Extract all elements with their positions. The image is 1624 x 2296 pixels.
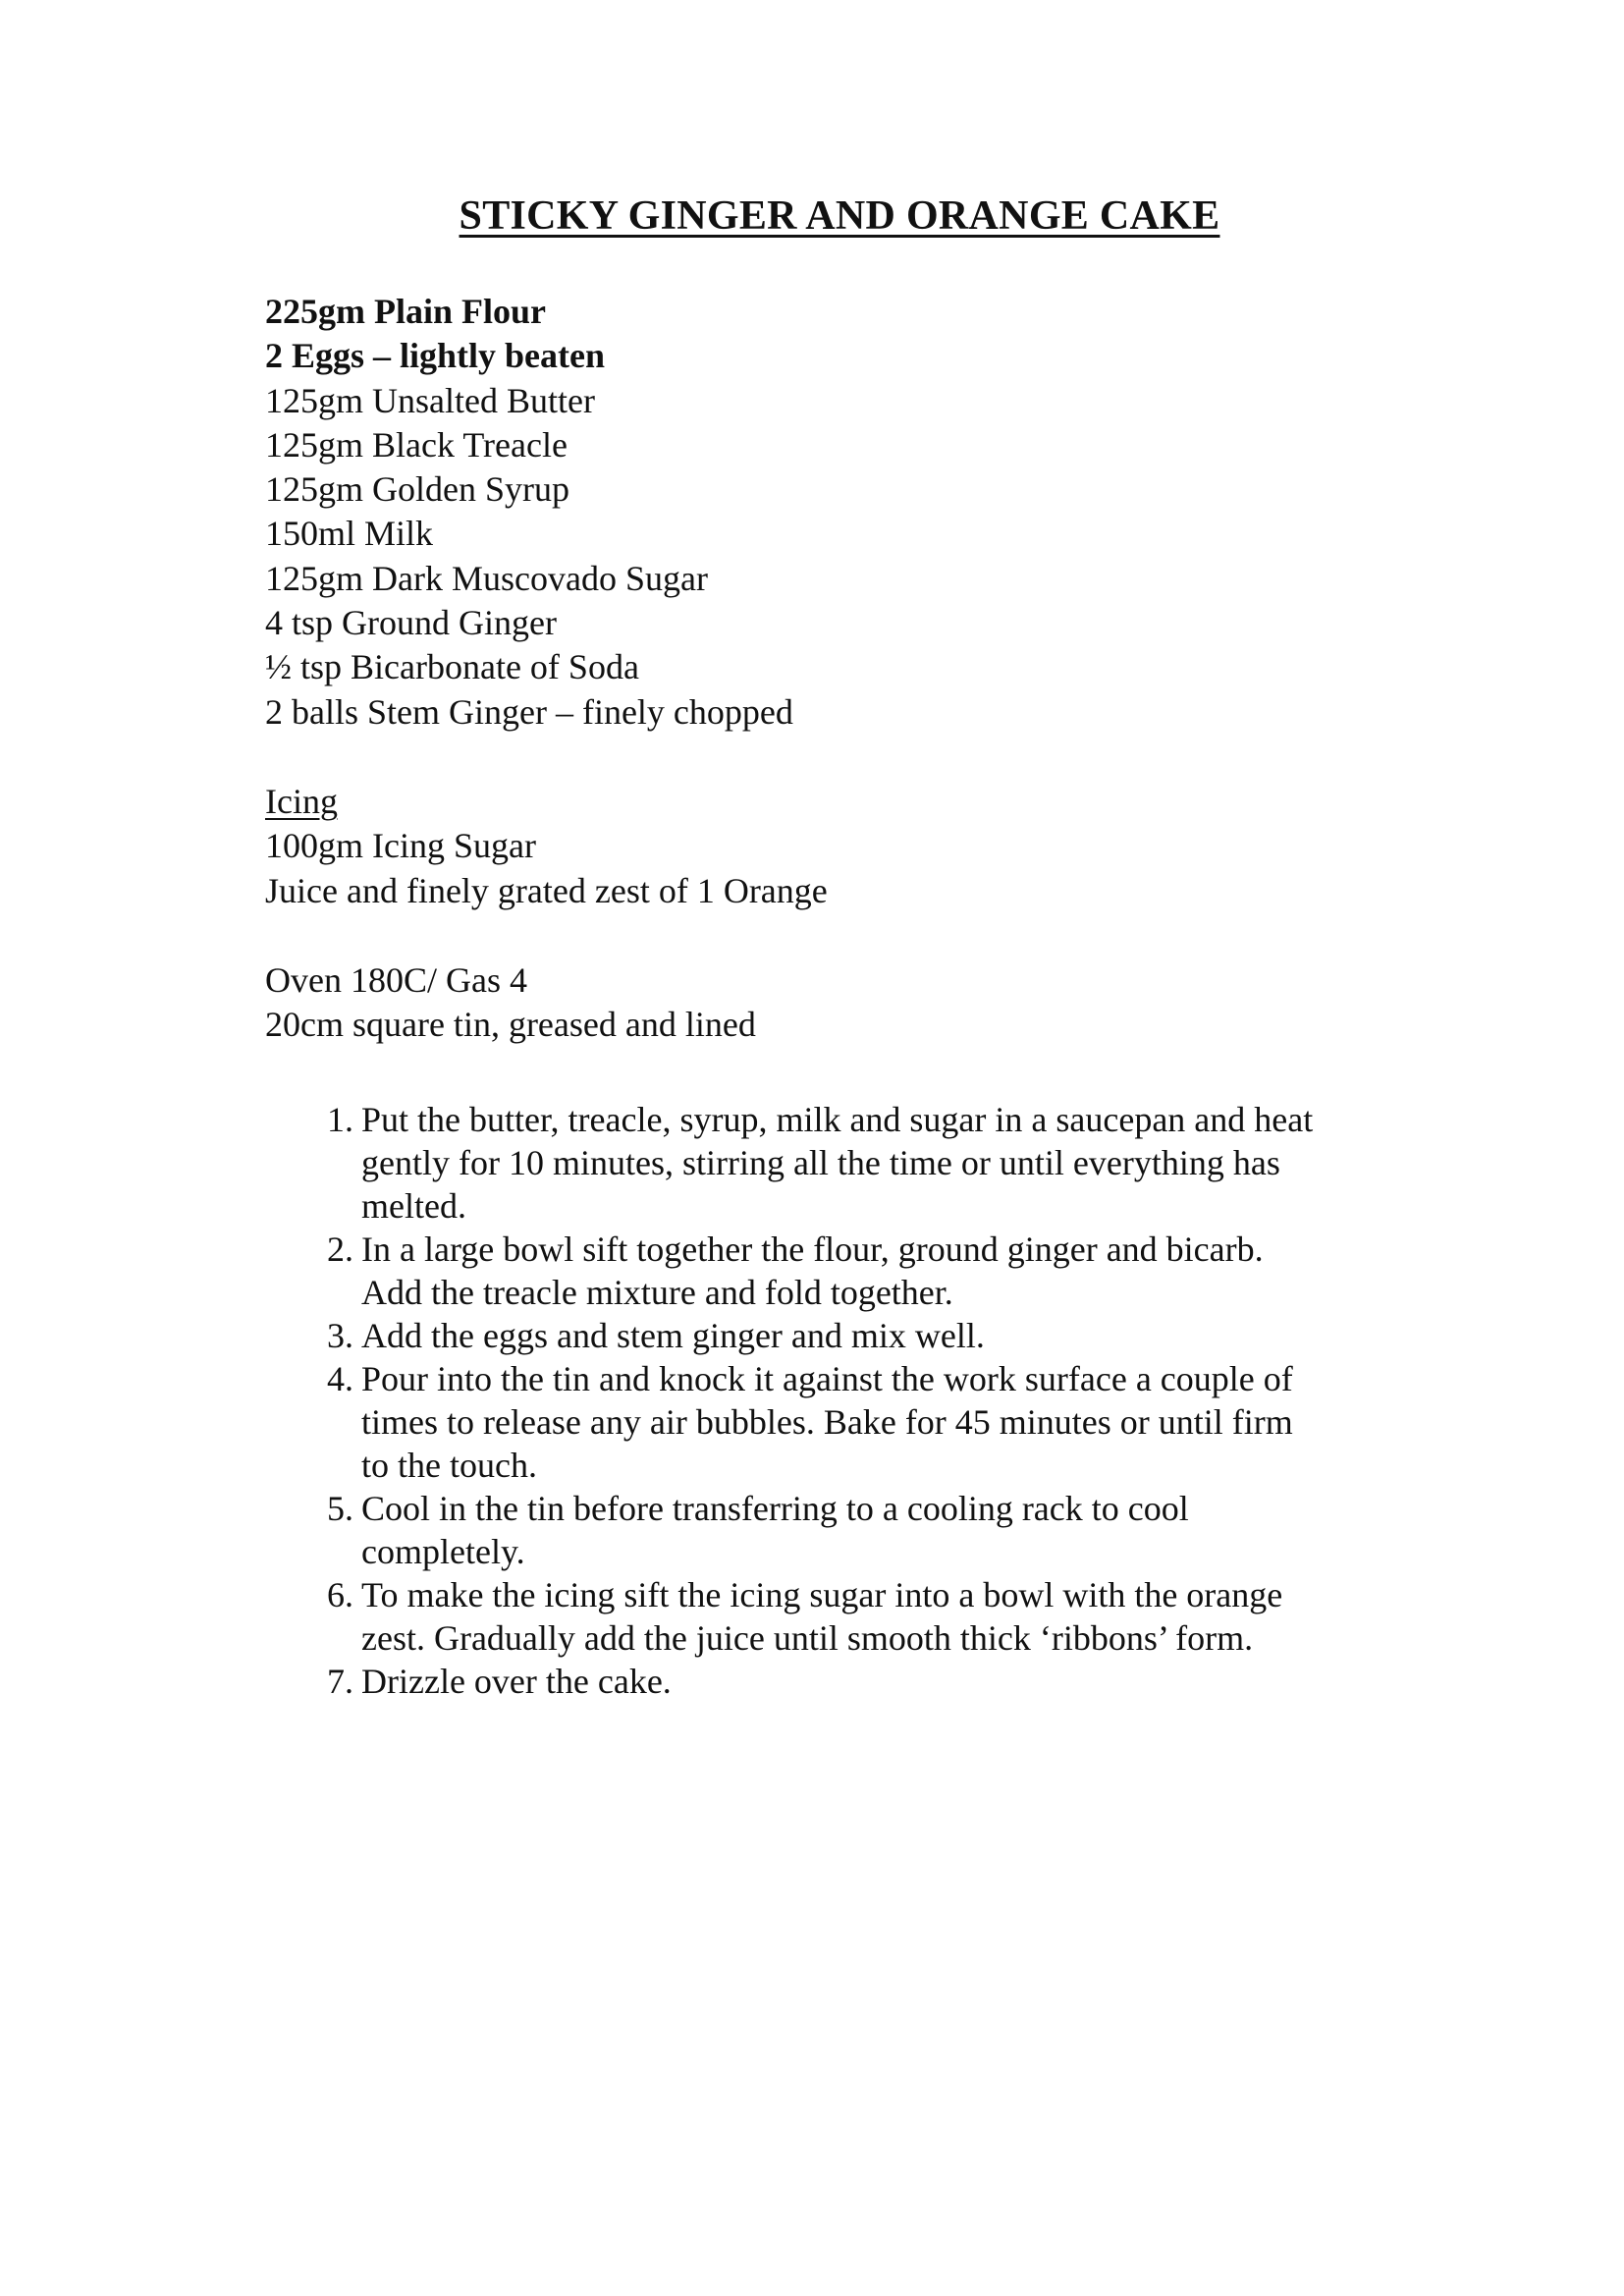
method-step (285, 1357, 1443, 1487)
method-list (285, 1098, 1443, 1703)
method-step (285, 1573, 1443, 1660)
recipe-title: STICKY GINGER AND ORANGE CAKE (459, 193, 1220, 239)
step-text-line: Drizzle over the cake. (361, 1662, 672, 1701)
ingredient-item: 125gm Black Treacle (265, 424, 568, 465)
step-number: 1. (327, 1100, 353, 1139)
icing-item: 100gm Icing Sugar (265, 826, 536, 866)
oven-section (265, 958, 756, 1048)
ingredients-list (265, 290, 793, 735)
step-text-line: Add the treacle mixture and fold together. (361, 1273, 953, 1312)
step-number: 4. (327, 1359, 353, 1398)
method-step (285, 1660, 1443, 1703)
step-text-line: times to release any air bubbles. Bake for 45 minutes or until firm (361, 1402, 1293, 1442)
ingredient-item: 2 Eggs – lightly beaten (265, 336, 606, 376)
step-number: 6. (327, 1575, 353, 1614)
ingredient-item: 125gm Unsalted Butter (265, 380, 595, 420)
step-text-line: Cool in the tin before transferring to a cooling rack to cool (361, 1489, 1189, 1528)
step-number: 2. (327, 1230, 353, 1269)
tin-size: 20cm square tin, greased and lined (265, 1005, 756, 1045)
step-text-line: gently for 10 minutes, stirring all the time or until everything has (361, 1143, 1280, 1182)
step-number: 3. (327, 1316, 353, 1355)
step-text-line: zest. Gradually add the juice until smooth thick ‘ribbons’ form. (361, 1618, 1254, 1658)
method-step (285, 1314, 1443, 1357)
icing-section (265, 780, 828, 913)
method-step (285, 1487, 1443, 1573)
ingredient-item: 125gm Dark Muscovado Sugar (265, 558, 708, 598)
step-text-line: Pour into the tin and knock it against the work surface a couple of (361, 1359, 1293, 1398)
ingredient-item: 4 tsp Ground Ginger (265, 603, 557, 643)
ingredient-item: ½ tsp Bicarbonate of Soda (265, 647, 639, 687)
method-step (285, 1098, 1443, 1228)
ingredient-item: 2 balls Stem Ginger – finely chopped (265, 691, 793, 732)
ingredient-item: 225gm Plain Flour (265, 292, 546, 331)
ingredient-item: 150ml Milk (265, 514, 434, 554)
method-step (285, 1228, 1443, 1314)
step-text-line: completely. (361, 1532, 525, 1571)
step-text-line: to the touch. (361, 1446, 537, 1485)
step-number: 5. (327, 1489, 353, 1528)
step-text-line: To make the icing sift the icing sugar into a bowl with the orange (361, 1575, 1283, 1614)
step-text-line: In a large bowl sift together the flour, ground ginger and bicarb. (361, 1230, 1264, 1269)
step-text-line: Put the butter, treacle, syrup, milk and sugar in a saucepan and heat (361, 1100, 1314, 1139)
icing-heading: Icing (265, 782, 338, 821)
ingredient-item: 125gm Golden Syrup (265, 469, 569, 510)
step-text-line: melted. (361, 1186, 466, 1226)
step-number: 7. (327, 1662, 353, 1701)
oven-temperature: Oven 180C/ Gas 4 (265, 960, 527, 1000)
icing-item: Juice and finely grated zest of 1 Orange (265, 870, 828, 910)
step-text-line: Add the eggs and stem ginger and mix well. (361, 1316, 985, 1355)
